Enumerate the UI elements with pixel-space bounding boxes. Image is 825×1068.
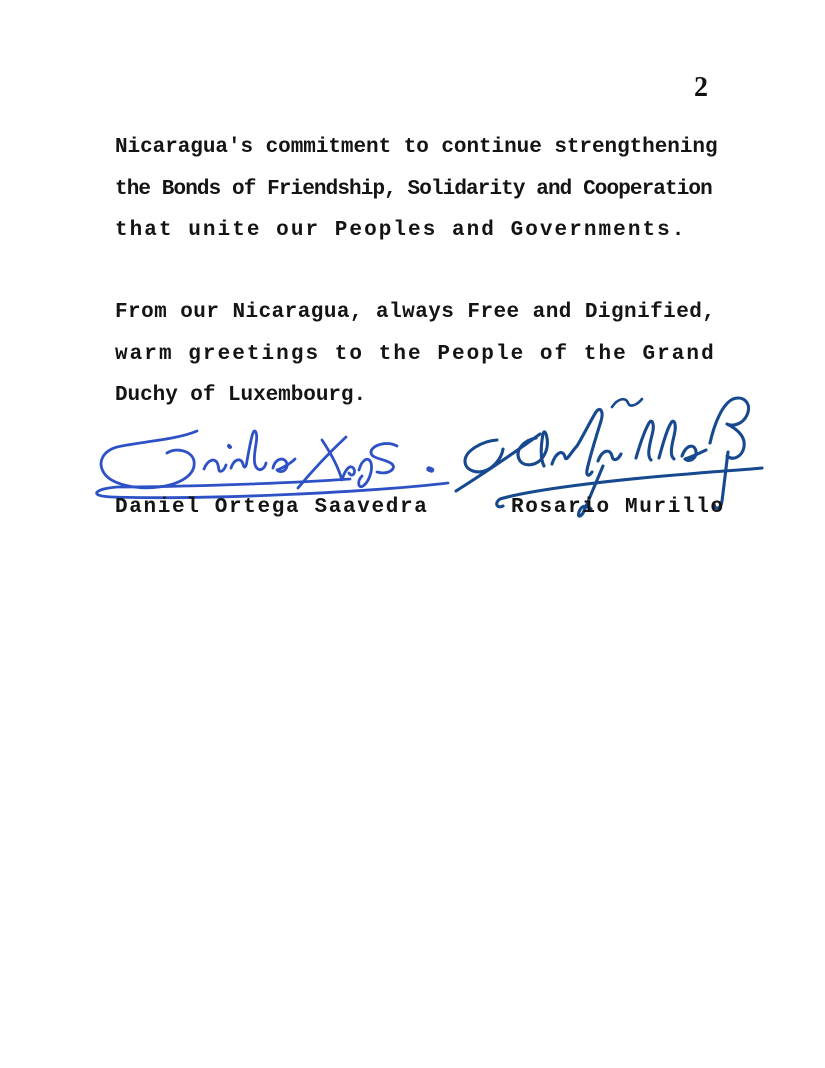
signatory-name-daniel-ortega: Daniel Ortega Saavedra — [115, 496, 429, 519]
text-line: Nicaragua's commitment to continue strengthening — [115, 136, 718, 159]
text-line: warm greetings to the People of the Grand — [115, 342, 716, 366]
text-line: Duchy of Luxembourg. — [115, 384, 367, 407]
text-line: that unite our Peoples and Governments. — [115, 219, 687, 242]
signature-daniel-ortega — [97, 431, 448, 498]
signatory-name-rosario-murillo: Rosario Murillo — [511, 496, 725, 519]
paragraph-greetings — [115, 292, 716, 417]
page-number: 2 — [694, 72, 708, 103]
paragraph-commitment — [115, 127, 718, 252]
text-line: the Bonds of Friendship, Solidarity and Cooperation — [115, 177, 712, 201]
text-line: From our Nicaragua, always Free and Dignified, — [115, 301, 716, 324]
